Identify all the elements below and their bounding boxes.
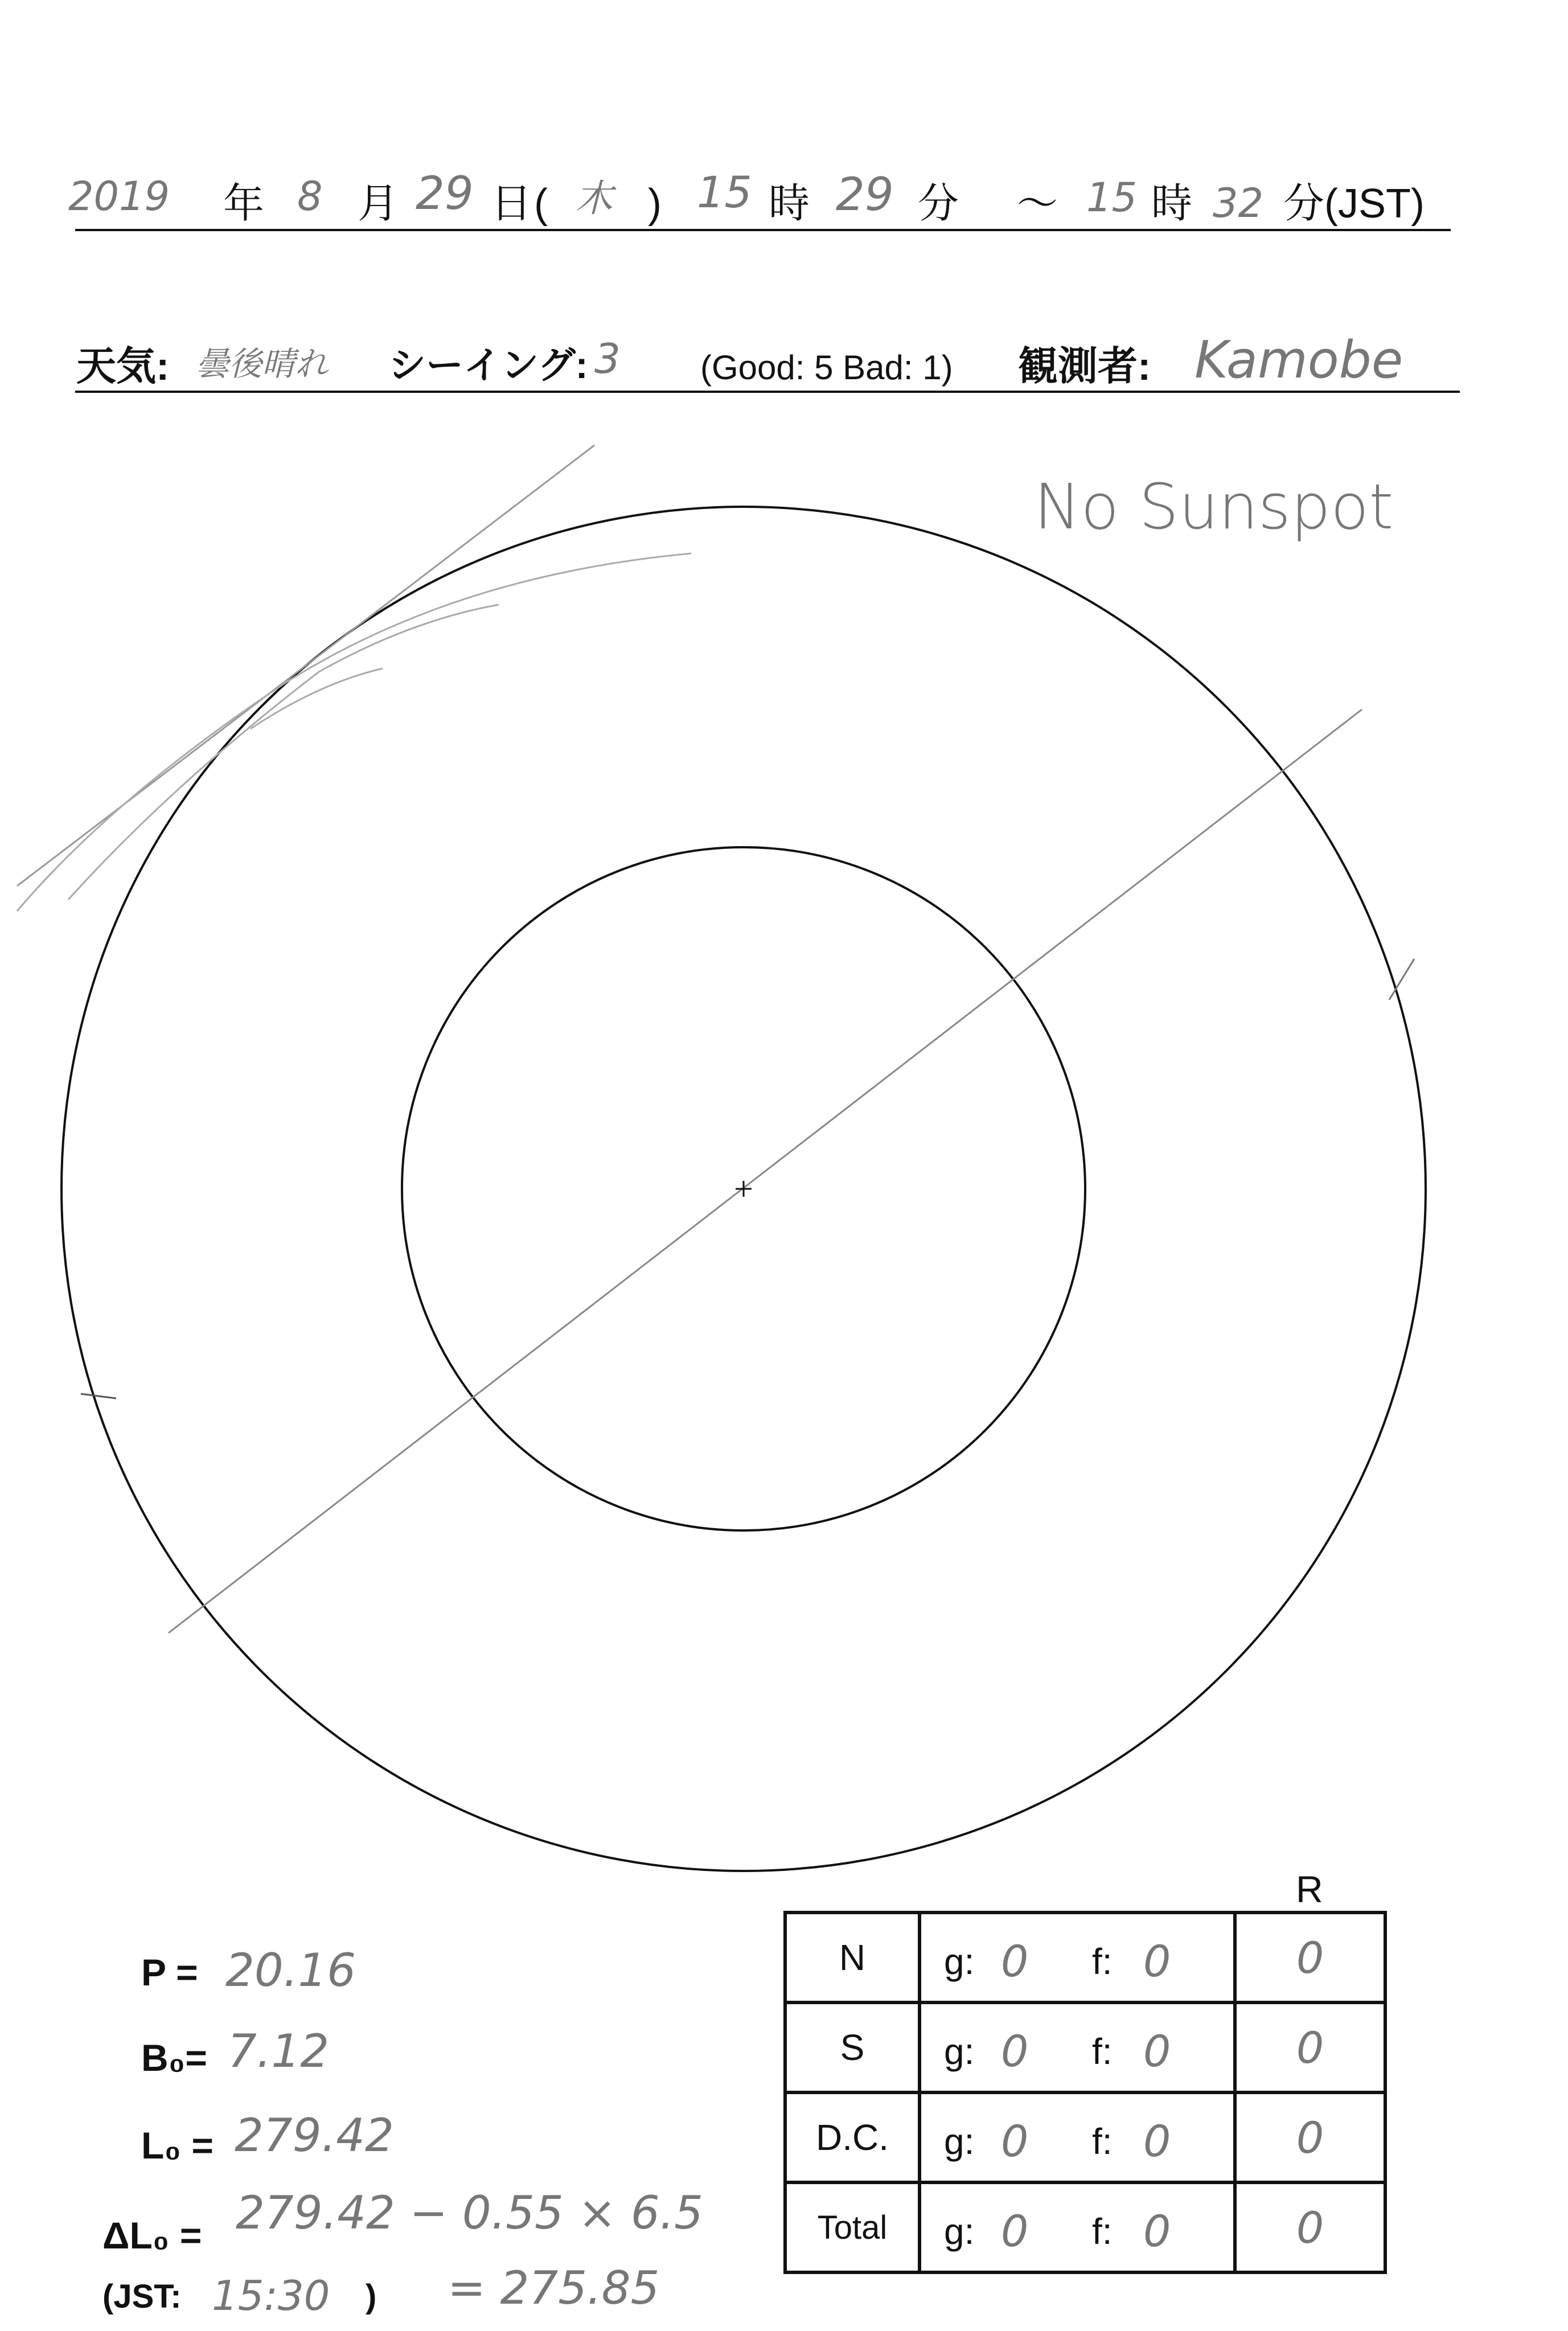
g-label: g:	[944, 2031, 975, 2072]
table-row	[785, 2182, 1385, 2272]
l0-label: L₀ =	[141, 2124, 214, 2166]
p-label: P =	[141, 1951, 198, 1993]
f-value: 0	[1143, 2116, 1171, 2166]
group-flare-cell	[920, 2092, 1235, 2182]
g-value: 0	[1001, 2026, 1029, 2076]
f-value: 0	[1143, 2206, 1171, 2256]
end-hour-value: 15	[1086, 174, 1138, 221]
r-column-header: R	[1296, 1868, 1323, 1910]
sunspot-count-table	[783, 1911, 1387, 2274]
month-value: 8	[297, 173, 323, 220]
year-label: 年	[223, 181, 265, 227]
delta-l0-result: = 275.85	[448, 2262, 660, 2314]
f-value: 0	[1143, 1936, 1171, 1987]
g-label: g:	[944, 1941, 975, 1982]
jst-value: 15:30	[212, 2272, 330, 2320]
g-label: g:	[944, 2211, 975, 2252]
f-value: 0	[1143, 2026, 1171, 2076]
r-cell	[1235, 2182, 1385, 2272]
f-label: f:	[1092, 1941, 1113, 1982]
l0-value: 279.42	[235, 2109, 394, 2162]
g-label: g:	[944, 2121, 975, 2162]
f-label: f:	[1092, 2031, 1113, 2072]
weekday-value: 木	[575, 177, 613, 220]
pencil-arc-2	[68, 605, 499, 900]
table-row	[785, 2002, 1385, 2092]
day-label: 日	[491, 181, 532, 227]
group-flare-cell	[920, 1913, 1235, 2002]
jst-close: )	[366, 2278, 377, 2315]
weather-label: 天気:	[76, 344, 170, 388]
end-minute-value: 32	[1213, 180, 1264, 227]
hemisphere-cell: N	[785, 1913, 920, 2002]
g-value: 0	[1001, 2206, 1029, 2256]
hemisphere-cell: Total	[785, 2182, 920, 2272]
delta-l0-expression: 279.42 − 0.55 × 6.5	[236, 2186, 704, 2239]
tangent-line	[17, 445, 594, 886]
r-value: 0	[1296, 2022, 1324, 2073]
r-value: 0	[1296, 2112, 1324, 2163]
observer-label: 観測者:	[1018, 344, 1151, 388]
hemisphere-cell: D.C.	[785, 2092, 920, 2182]
r-cell	[1235, 2002, 1385, 2092]
seeing-scale: (Good: 5 Bad: 1)	[700, 348, 953, 387]
seeing-label: シーイング:	[388, 344, 588, 386]
start-hour-value: 15	[697, 167, 752, 217]
p-value: 20.16	[225, 1944, 356, 1997]
pencil-arc-1	[17, 553, 691, 911]
group-flare-cell	[920, 2002, 1235, 2092]
b0-label: B₀=	[141, 2037, 207, 2079]
year-value: 2019	[68, 173, 170, 220]
r-value: 0	[1296, 2202, 1324, 2253]
weekday-close: )	[648, 181, 662, 227]
b0-value: 7.12	[228, 2025, 330, 2078]
start-minute-value: 29	[836, 168, 894, 221]
hemisphere-cell: S	[785, 2002, 920, 2092]
start-hour-label: 時	[769, 181, 810, 227]
end-minute-label: 分(JST)	[1283, 181, 1425, 227]
r-value: 0	[1296, 1932, 1324, 1983]
no-sunspot-note: No Sunspot	[1034, 470, 1394, 543]
table-row	[785, 2092, 1385, 2182]
r-cell	[1235, 2092, 1385, 2182]
jst-label: (JST:	[102, 2278, 182, 2315]
observer-value: Kamobe	[1195, 330, 1403, 390]
r-cell	[1235, 1913, 1385, 2002]
weekday-open: (	[534, 181, 548, 227]
time-range-tilde: ～	[1017, 181, 1058, 227]
end-hour-label: 時	[1151, 181, 1193, 227]
weather-value: 曇後晴れ	[196, 344, 329, 383]
group-flare-cell	[920, 2182, 1235, 2272]
seeing-value: 3	[594, 335, 621, 383]
limb-tick-west	[81, 1394, 116, 1398]
start-minute-label: 分	[918, 181, 959, 227]
f-label: f:	[1092, 2121, 1113, 2162]
g-value: 0	[1001, 2116, 1029, 2166]
f-label: f:	[1092, 2211, 1113, 2252]
day-value: 29	[416, 167, 474, 220]
table-row	[785, 1913, 1385, 2002]
g-value: 0	[1001, 1936, 1029, 1987]
month-label: 月	[358, 181, 399, 227]
delta-l0-label: ΔL₀ =	[102, 2214, 202, 2256]
